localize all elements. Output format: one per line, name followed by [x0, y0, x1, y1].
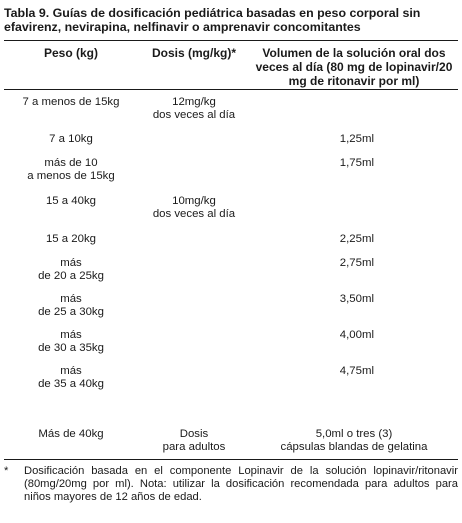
header-volumen: Volumen de la solución oral dos veces al día (80 mg de lopinavir/20 mg de ritonavir por ml)	[255, 46, 453, 88]
cell-dosis: Dosis para adultos	[162, 428, 226, 453]
cell-volumen: 3,50ml	[339, 293, 374, 305]
footnote-mark: *	[4, 465, 9, 477]
cell-peso: 7 a 10kg	[49, 133, 93, 145]
header-peso: Peso (kg)	[43, 46, 98, 60]
cell-volumen: 1,25ml	[339, 133, 374, 145]
cell-volumen: 4,75ml	[339, 365, 374, 377]
cell-dosis: 12mg/kg dos veces al día	[152, 96, 236, 121]
footnote	[4, 465, 458, 504]
cell-volumen: 1,75ml	[339, 157, 374, 169]
header-bottom-rule	[4, 89, 458, 90]
cell-peso: más de 35 a 40kg	[38, 365, 104, 390]
cell-volumen: 5,0ml o tres (3) cápsulas blandas de gelatina	[280, 428, 428, 453]
cell-peso: más de 10 a menos de 15kg	[27, 157, 115, 182]
cell-peso: 15 a 20kg	[45, 233, 97, 245]
footnote-rule	[4, 459, 458, 460]
cell-peso: Más de 40kg	[38, 428, 104, 440]
cell-volumen: 2,75ml	[339, 257, 374, 269]
cell-peso: 15 a 40kg	[45, 195, 97, 207]
cell-peso: 7 a menos de 15kg	[22, 96, 120, 108]
table-title: Tabla 9. Guías de dosificación pediátrica basadas en peso corporal sin efavirenz, nevirapina, nelfinavir o amprenavir concomitantes	[4, 6, 421, 34]
header-dosis: Dosis (mg/kg)*	[151, 46, 236, 60]
cell-volumen: 2,25ml	[339, 233, 374, 245]
cell-peso: más de 30 a 35kg	[38, 329, 104, 354]
cell-volumen: 4,00ml	[339, 329, 374, 341]
cell-dosis: 10mg/kg dos veces al día	[152, 195, 236, 220]
cell-peso: más de 25 a 30kg	[38, 293, 104, 318]
cell-peso: más de 20 a 25kg	[38, 257, 104, 282]
footnote-text: Dosificación basada en el componente Lopinavir de la solución lopinavir/ritonavir (80mg/20mg por ml). Nota: utilizar la dosificación recomendada para adultos para niños mayores de 12 años de edad.	[24, 465, 458, 503]
header-top-rule	[4, 40, 458, 41]
